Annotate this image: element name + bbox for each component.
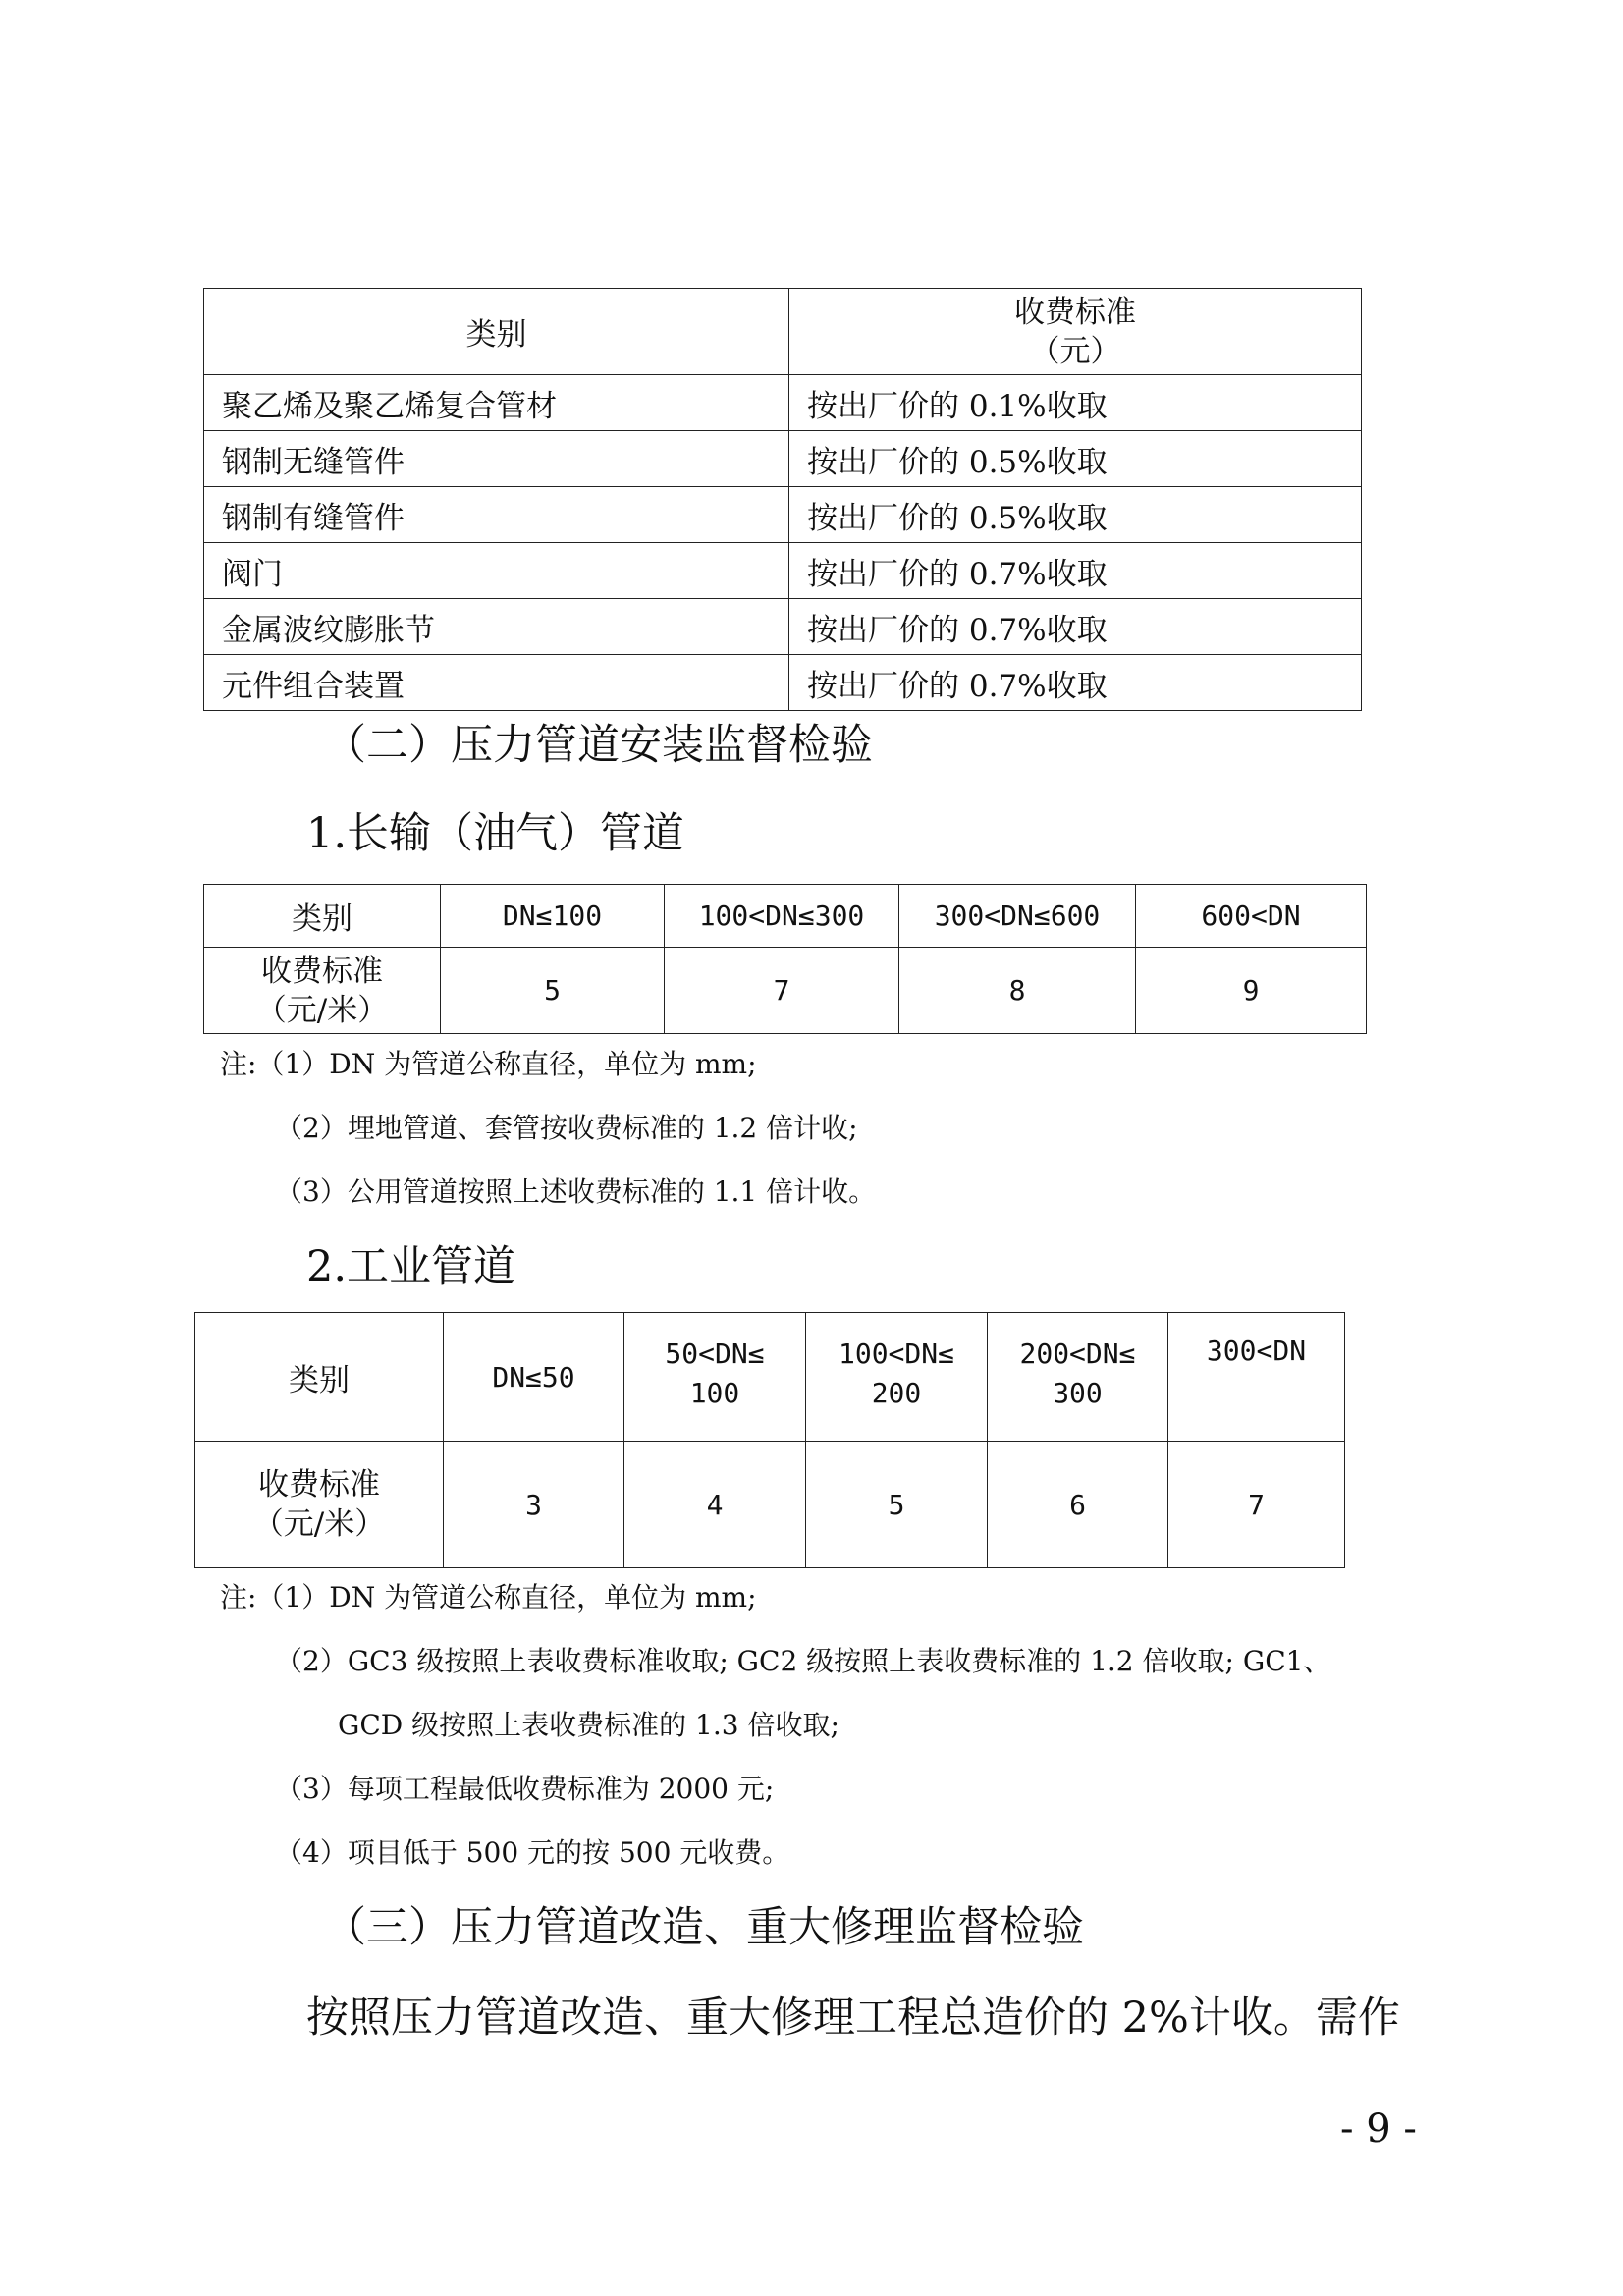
table3-header-col2	[624, 1313, 806, 1442]
table3-value: 5	[806, 1442, 988, 1568]
table3-row-label	[195, 1442, 444, 1568]
note-line: （2）GC3 级按照上表收费标准收取; GC2 级按照上表收费标准的 1.2 倍收取; GC1、	[275, 1645, 1331, 1677]
table1-row-category: 金属波纹膨胀节	[204, 599, 789, 655]
table-row	[195, 1442, 1345, 1568]
table3-header-col3-line1: 100<DN≤	[838, 1338, 954, 1370]
table3-header-col4	[988, 1313, 1168, 1442]
table-row	[204, 948, 1367, 1034]
table2-row-label-line1: 收费标准	[261, 953, 383, 989]
table3-header-category: 类别	[195, 1313, 444, 1442]
table3-value: 3	[444, 1442, 624, 1568]
table1-row-category: 聚乙烯及聚乙烯复合管材	[204, 375, 789, 431]
table-row	[204, 655, 1362, 711]
table2-header-col1: DN≤100	[441, 885, 665, 948]
table2-value: 7	[665, 948, 899, 1034]
fee-table-industrial-pipeline	[194, 1312, 1345, 1568]
table2-value: 9	[1136, 948, 1367, 1034]
body-paragraph: 按照压力管道改造、重大修理工程总造价的 2%计收。需作	[306, 1994, 1400, 2043]
note-line: 注:（1）DN 为管道公称直径，单位为 mm;	[220, 1581, 757, 1613]
note-line: （3）公用管道按照上述收费标准的 1.1 倍计收。	[275, 1175, 877, 1208]
table3-value: 4	[624, 1442, 806, 1568]
table3-value: 6	[988, 1442, 1168, 1568]
table2-header-col2: 100<DN≤300	[665, 885, 899, 948]
table3-row-label-line1: 收费标准	[258, 1467, 380, 1503]
table3-header-col5: 300<DN	[1168, 1313, 1345, 1442]
table1-header-category: 类别	[204, 289, 789, 375]
table1-row-fee: 按出厂价的 0.1%收取	[789, 375, 1362, 431]
table-row	[204, 543, 1362, 599]
table2-row-label	[204, 948, 441, 1034]
table-row	[204, 599, 1362, 655]
table3-header-col2-line2: 100	[689, 1377, 740, 1409]
table3-value: 7	[1168, 1442, 1345, 1568]
table3-header-col4-line2: 300	[1053, 1377, 1103, 1409]
table-row	[204, 375, 1362, 431]
table1-row-category: 元件组合装置	[204, 655, 789, 711]
table1-header-fee-line1: 收费标准	[1014, 294, 1136, 330]
table1-header-fee-line2: （元）	[1029, 333, 1121, 369]
table3-row-label-line2: （元/米）	[252, 1506, 386, 1542]
fee-table-long-distance-pipeline	[203, 884, 1367, 1034]
table1-row-category: 钢制无缝管件	[204, 431, 789, 487]
table2-value: 5	[441, 948, 665, 1034]
table1-row-category: 阀门	[204, 543, 789, 599]
note-line: （4）项目低于 500 元的按 500 元收费。	[275, 1836, 790, 1869]
subsection-1-heading: 1.长输（油气）管道	[306, 809, 685, 858]
table2-row-label-line2: （元/米）	[255, 992, 389, 1028]
table1-row-fee: 按出厂价的 0.5%收取	[789, 431, 1362, 487]
table-row	[204, 431, 1362, 487]
table3-header-col4-line1: 200<DN≤	[1019, 1338, 1136, 1370]
table1-row-fee: 按出厂价的 0.7%收取	[789, 543, 1362, 599]
table3-header-col3-line2: 200	[871, 1377, 922, 1409]
table2-value: 8	[899, 948, 1136, 1034]
table1-row-fee: 按出厂价的 0.7%收取	[789, 655, 1362, 711]
table3-header-col2-line1: 50<DN≤	[665, 1338, 765, 1370]
note-line: （2）埋地管道、套管按收费标准的 1.2 倍计收;	[275, 1112, 858, 1144]
table2-header-col3: 300<DN≤600	[899, 885, 1136, 948]
table3-header-col3	[806, 1313, 988, 1442]
table1-header-fee	[789, 289, 1362, 375]
table1-row-fee: 按出厂价的 0.7%收取	[789, 599, 1362, 655]
note-line: GCD 级按照上表收费标准的 1.3 倍收取;	[338, 1709, 839, 1741]
table3-header-col1: DN≤50	[444, 1313, 624, 1442]
subsection-2-heading: 2.工业管道	[306, 1242, 516, 1291]
fee-table-components	[203, 288, 1362, 711]
table2-header-col4: 600<DN	[1136, 885, 1367, 948]
section-3-heading: （三）压力管道改造、重大修理监督检验	[324, 1903, 1084, 1952]
table2-header-category: 类别	[204, 885, 441, 948]
note-line: 注:（1）DN 为管道公称直径，单位为 mm;	[220, 1048, 757, 1080]
table1-row-category: 钢制有缝管件	[204, 487, 789, 543]
table1-row-fee: 按出厂价的 0.5%收取	[789, 487, 1362, 543]
section-2-heading: （二）压力管道安装监督检验	[324, 721, 873, 770]
note-line: （3）每项工程最低收费标准为 2000 元;	[275, 1773, 775, 1805]
page-number: - 9 -	[1340, 2106, 1417, 2152]
table-row	[204, 487, 1362, 543]
